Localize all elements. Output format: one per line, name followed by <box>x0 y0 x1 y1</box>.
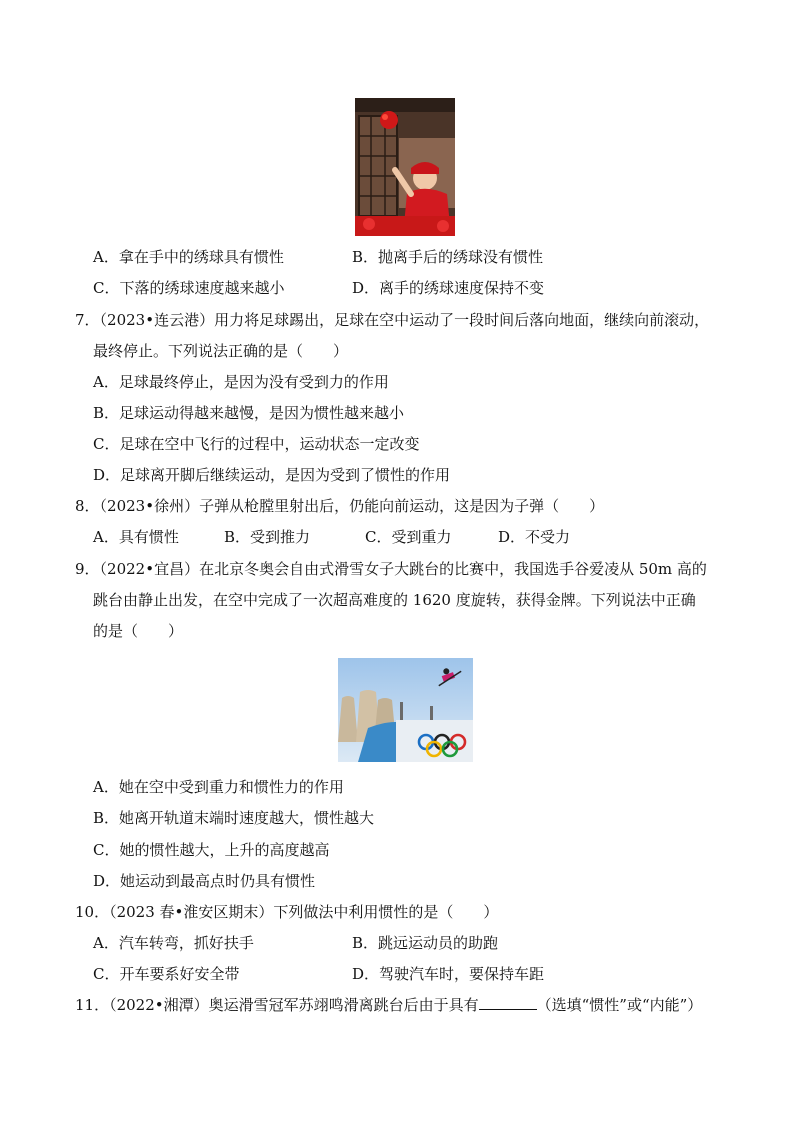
q11-answer-blank[interactable] <box>479 995 537 1010</box>
q8-option-d: D．不受力 <box>498 528 571 546</box>
q10-option-c: C．开车要系好安全带 <box>93 965 240 983</box>
q9-stem-line3: 的是（ ） <box>93 622 184 640</box>
q9-option-b: B．她离开轨道末端时速度越大，惯性越大 <box>93 809 375 827</box>
embroidered-ball-photo <box>355 98 455 236</box>
q8-option-c: C．受到重力 <box>365 528 452 546</box>
q7-stem-line2: 最终停止。下列说法正确的是（ ） <box>93 342 349 360</box>
q7-option-b: B．足球运动得越来越慢，是因为惯性越来越小 <box>93 404 405 422</box>
q7-stem-line1: 7．（2023•连云港）用力将足球踢出，足球在空中运动了一段时间后落向地面，继续向前滚动， <box>75 311 710 329</box>
q11-stem <box>75 995 702 1015</box>
q9-option-c: C．她的惯性越大，上升的高度越高 <box>93 841 330 859</box>
q8-stem: 8．（2023•徐州）子弹从枪膛里射出后，仍能向前运动，这是因为子弹（ ） <box>75 497 605 515</box>
q6-option-a: A．拿在手中的绣球具有惯性 <box>93 248 284 266</box>
q11-stem-before-blank: 11．（2022•湘潭）奥运滑雪冠军苏翊鸣滑离跳台后由于具有 <box>75 996 479 1014</box>
q10-stem: 10．（2023 春•淮安区期末）下列做法中利用惯性的是（ ） <box>75 903 499 921</box>
q9-stem-line1: 9．（2022•宜昌）在北京冬奥会自由式滑雪女子大跳台的比赛中，我国选手谷爱凌从 50m 高的 <box>75 560 707 578</box>
q10-option-a: A．汽车转弯，抓好扶手 <box>93 934 254 952</box>
q6-option-d: D．离手的绣球速度保持不变 <box>352 279 545 297</box>
q9-option-d: D．她运动到最高点时仍具有惯性 <box>93 872 316 890</box>
embroidered-ball-illustration <box>355 98 455 236</box>
q11-stem-after-blank: （选填“惯性”或“内能”） <box>536 996 703 1014</box>
q10-option-d: D．驾驶汽车时，要保持车距 <box>352 965 545 983</box>
q9-stem-line2: 跳台由静止出发，在空中完成了一次超高难度的 1620 度旋转，获得金牌。下列说法中正确 <box>93 591 696 609</box>
q9-option-a: A．她在空中受到重力和惯性力的作用 <box>93 778 344 796</box>
q7-option-a: A．足球最终停止，是因为没有受到力的作用 <box>93 373 389 391</box>
q6-option-b: B．抛离手后的绣球没有惯性 <box>352 248 544 266</box>
q10-option-b: B．跳远运动员的助跑 <box>352 934 499 952</box>
q6-option-c: C．下落的绣球速度越来越小 <box>93 279 285 297</box>
q8-option-a: A．具有惯性 <box>93 528 179 546</box>
q7-option-c: C．足球在空中飞行的过程中，运动状态一定改变 <box>93 435 420 453</box>
q8-option-b: B．受到推力 <box>224 528 311 546</box>
q7-option-d: D．足球离开脚后继续运动，是因为受到了惯性的作用 <box>93 466 451 484</box>
ski-jump-illustration <box>338 658 473 762</box>
ski-jump-photo <box>338 658 473 762</box>
